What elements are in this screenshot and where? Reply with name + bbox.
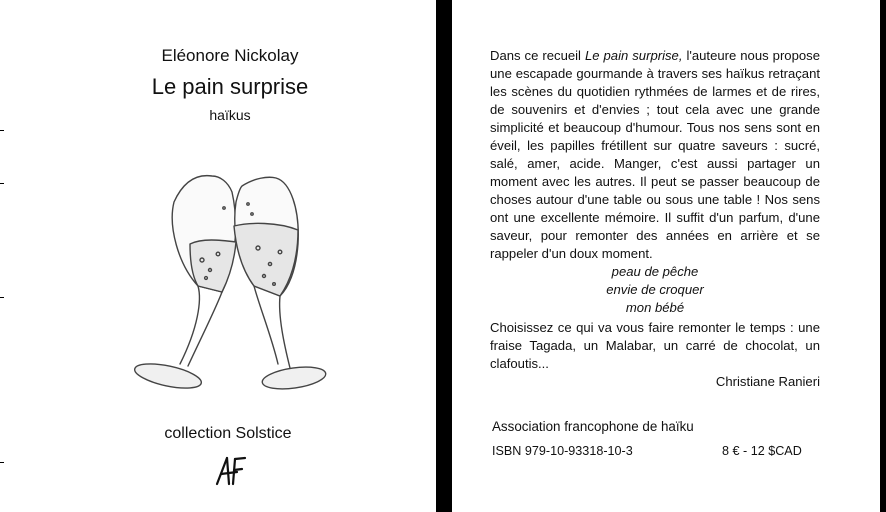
- crop-mark: [0, 462, 4, 463]
- book-spine: [436, 0, 452, 512]
- champagne-glasses-icon: [128, 168, 332, 396]
- book-price: 8 € - 12 $CAD: [722, 444, 802, 458]
- af-monogram-icon: [213, 456, 249, 486]
- publisher-association: Association francophone de haïku: [492, 419, 694, 434]
- blurb-body: l'auteure nous propose une escapade gourmande à travers ses haïkus retraçant les scènes du quotidien rythmées de larmes et de rires, de souvenirs et d'envies ; tout cela avec une grande simplicité et beaucoup d'humour. Tous nos sens sont en éveil, les papilles frétillent sur quatre saveurs : sucré, salé, amer, acide. Manger, c'est aussi partager un moment avec les autres. Il peut se passer beaucoup de choses autour d'une table ou sous une table ! Nos sens ont une excellente mémoire. Il suffit d'un parfum, d'une saveur, pour remonter des années en arrière et se rappeler d'un doux moment.: [490, 48, 820, 261]
- haiku-line: envie de croquer: [606, 282, 704, 297]
- haiku-excerpt: [490, 263, 820, 317]
- closing-text: Choisissez ce qui va vous faire remonter le temps : une fraise Tagada, un Malabar, un carré de chocolat, un clafoutis...: [490, 320, 820, 371]
- collection-name: collection Solstice: [164, 425, 292, 442]
- page-edge: [880, 0, 886, 512]
- author-name: Eléonore Nickolay: [161, 46, 299, 65]
- reviewer-name: Christiane Ranieri: [715, 374, 820, 389]
- front-cover: [0, 0, 436, 512]
- crop-mark: [0, 297, 4, 298]
- book-title: Le pain surprise: [151, 74, 309, 99]
- back-cover: [452, 0, 886, 512]
- haiku-line: mon bébé: [625, 300, 685, 315]
- isbn-number: ISBN 979-10-93318-10-3: [492, 444, 633, 458]
- blurb-intro: Dans ce recueil: [490, 48, 585, 63]
- blurb-text: [490, 47, 820, 263]
- crop-mark: [0, 130, 4, 131]
- crop-mark: [0, 183, 4, 184]
- blurb-book-title: Le pain surprise,: [584, 48, 683, 63]
- book-genre: haïkus: [209, 107, 251, 123]
- haiku-line: peau de pêche: [611, 264, 699, 279]
